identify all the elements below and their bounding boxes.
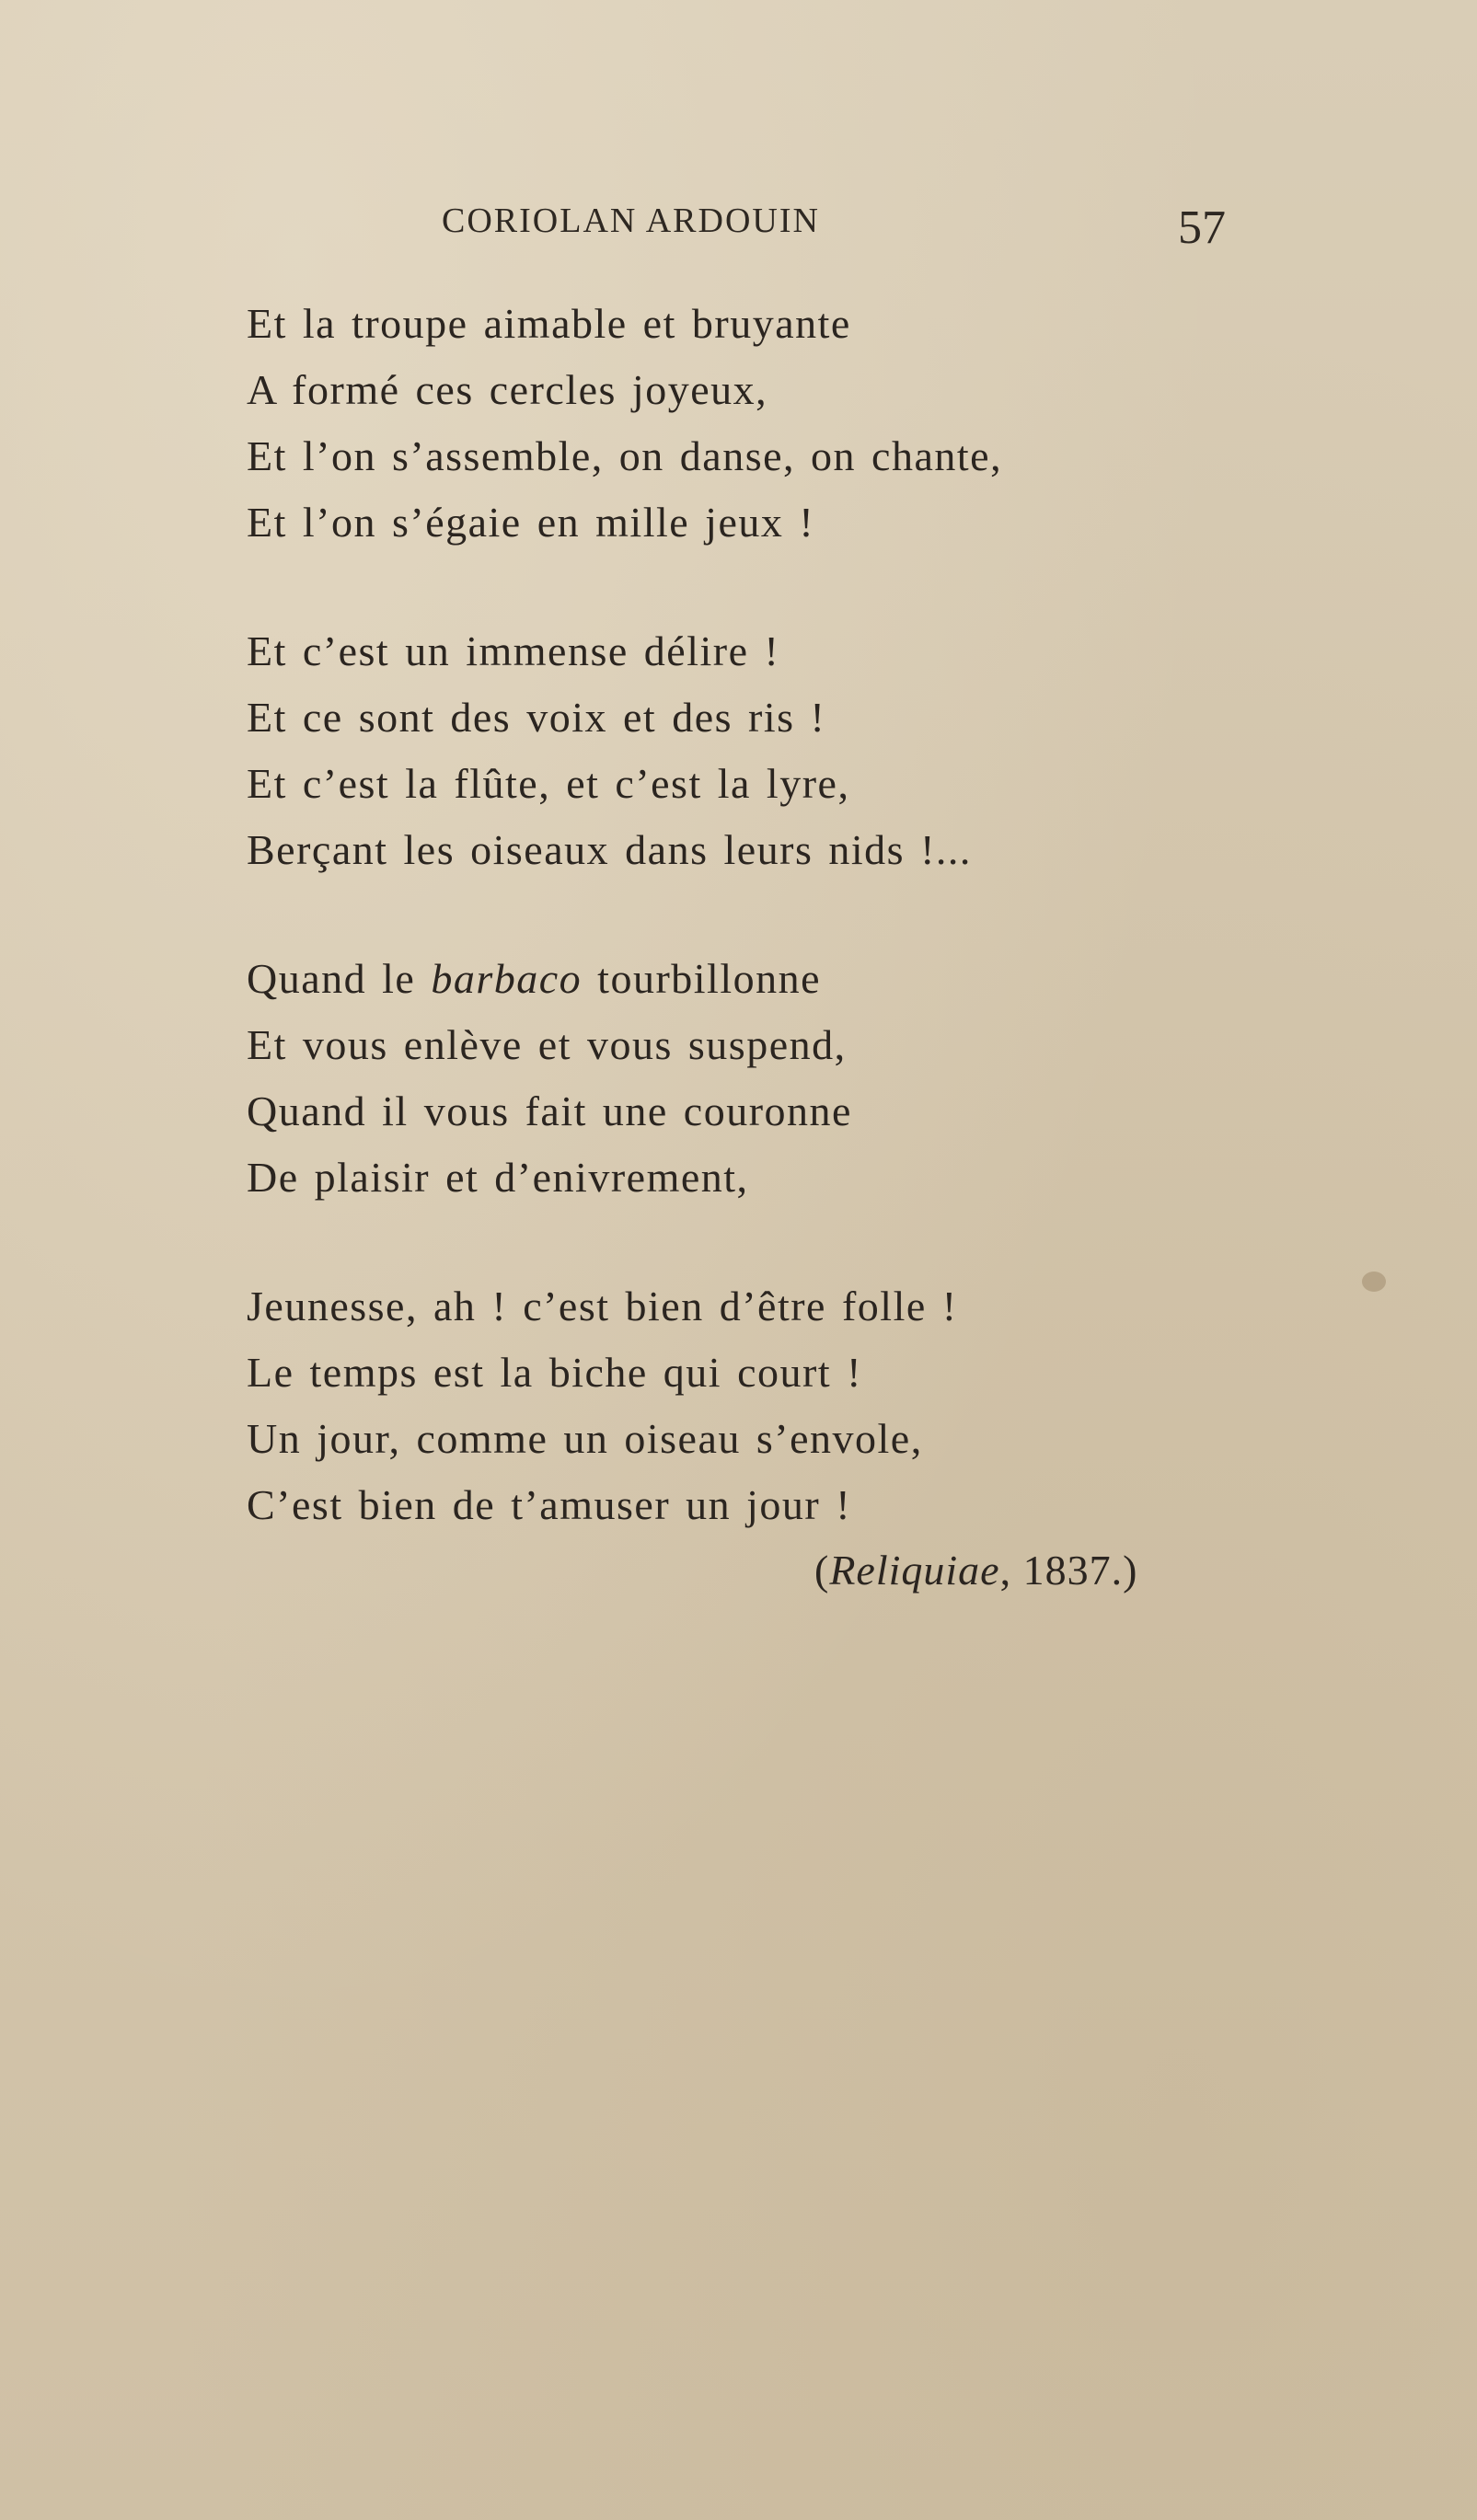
poem-line: Et la troupe aimable et bruyante	[247, 300, 851, 347]
work-title: Reliquiae	[829, 1547, 1000, 1594]
poem-line: Et c’est la flûte, et c’est la lyre,	[247, 760, 850, 807]
line-text: Quand le	[247, 955, 432, 1002]
source-attribution	[814, 1546, 1137, 1594]
poem-line: A formé ces cercles joyeux,	[247, 366, 768, 413]
poem-line: Jeunesse, ah ! c’est bien d’être folle !	[247, 1283, 958, 1329]
stanza-3	[247, 946, 1259, 1211]
paper-speck	[1362, 1272, 1386, 1292]
italic-word: barbaco	[431, 955, 583, 1002]
poem-line: Et vous enlève et vous suspend,	[247, 1021, 847, 1068]
poem-line: Et l’on s’égaie en mille jeux !	[247, 499, 815, 546]
poem-line: Et l’on s’assemble, on danse, on chante,	[247, 432, 1003, 479]
running-head: CORIOLAN ARDOUIN	[442, 201, 820, 240]
poem-line: Et ce sont des voix et des ris !	[247, 694, 826, 741]
stanza-1	[247, 291, 1259, 556]
poem-line: Berçant les oiseaux dans leurs nids !...	[247, 826, 972, 873]
poem-line: Quand il vous fait une couronne	[247, 1087, 852, 1134]
poem-line: Et c’est un immense délire !	[247, 627, 780, 674]
poem-line: C’est bien de t’amuser un jour !	[247, 1481, 852, 1528]
stanza-4	[247, 1273, 1259, 1538]
poem-line	[247, 946, 1259, 1012]
poem-line: Le temps est la biche qui court !	[247, 1349, 862, 1396]
line-text: tourbillonne	[582, 955, 822, 1002]
attribution-year: , 1837.)	[999, 1547, 1138, 1594]
poem-line: Un jour, comme un oiseau s’envole,	[247, 1415, 923, 1462]
stanza-2	[247, 618, 1259, 883]
paren-open: (	[814, 1547, 830, 1594]
poem	[247, 291, 1259, 1601]
page-number: 57	[1178, 201, 1226, 254]
poem-line: De plaisir et d’enivrement,	[247, 1154, 749, 1201]
